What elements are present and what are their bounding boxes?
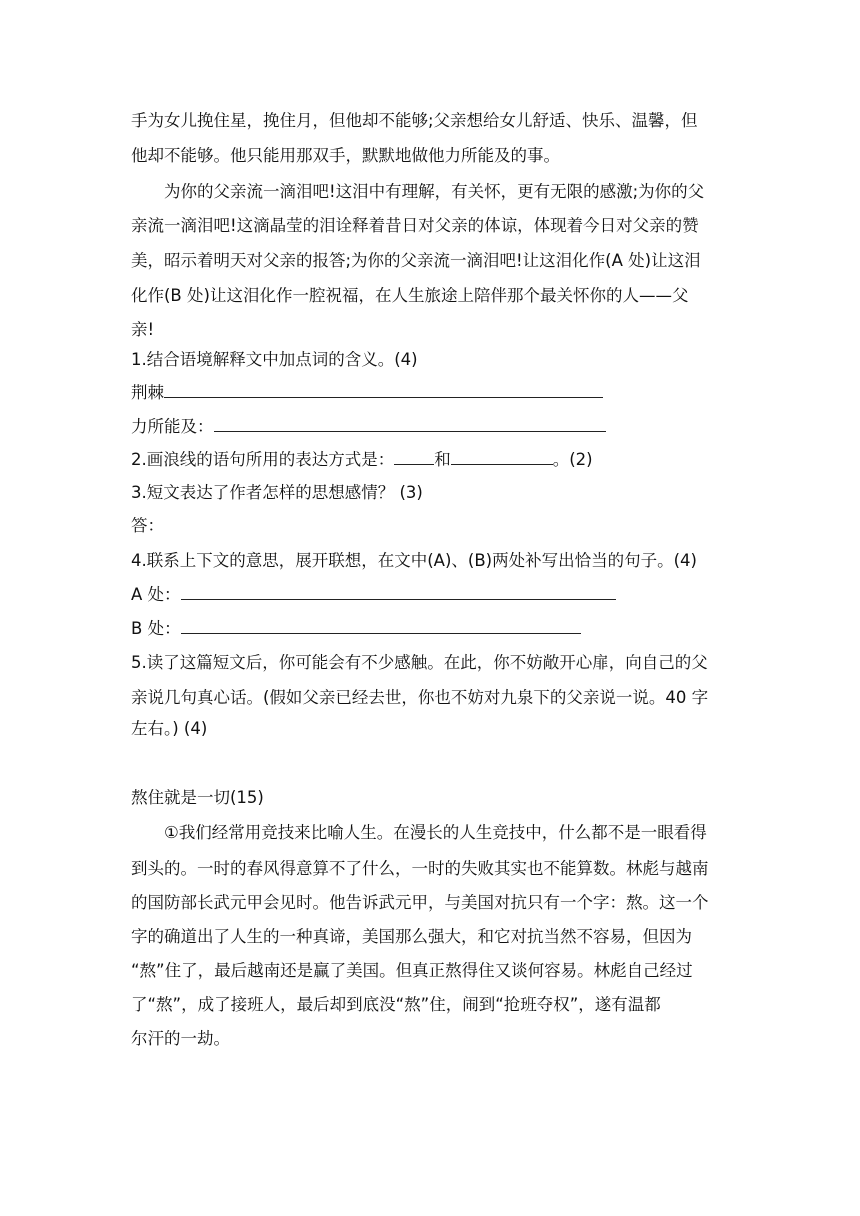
question-4a xyxy=(131,584,731,606)
paragraph-line: 亲! xyxy=(131,320,155,339)
question-5-line: 左右。) (4) xyxy=(131,719,208,738)
answer-blank-2b[interactable] xyxy=(451,449,553,465)
question-4b-label: B 处： xyxy=(131,619,181,638)
answer-blank-4b[interactable] xyxy=(181,618,581,634)
paragraph-line: 化作(B 处)让这泪化作一腔祝福，在人生旅途上陪伴那个最关怀你的人——父 xyxy=(131,286,689,305)
question-2-score: 。(2) xyxy=(552,450,593,469)
question-5-line: 亲说几句真心话。(假如父亲已经去世，你也不妨对九泉下的父亲说一说。40 字 xyxy=(131,688,709,707)
paragraph-line: 亲流一滴泪吧!这滴晶莹的泪诠释着昔日对父亲的体谅，体现着今日对父亲的赞 xyxy=(131,216,699,235)
essay-line: 了“熬”，成了接班人，最后却到底没“熬”住，闹到“抢班夺权”，遂有温都 xyxy=(131,995,661,1014)
essay-line: 尔汗的一劫。 xyxy=(131,1029,230,1048)
question-1b-label: 力所能及： xyxy=(131,417,214,436)
passage-line: 他却不能够。他只能用那双手，默默地做他力所能及的事。 xyxy=(131,146,560,165)
question-1a xyxy=(131,382,731,404)
answer-blank-1a[interactable] xyxy=(164,382,603,398)
question-1a-label: 荆棘 xyxy=(131,383,164,402)
question-5-line: 5.读了这篇短文后，你可能会有不少感触。在此，你不妨敞开心扉，向自己的父 xyxy=(131,653,708,672)
essay-line: 到头的。一时的春风得意算不了什么，一时的失败其实也不能算数。林彪与越南 xyxy=(131,859,709,878)
essay-line: “熬”住了，最后越南还是赢了美国。但真正熬得住又谈何容易。林彪自己经过 xyxy=(131,961,693,980)
paragraph-line: 美，昭示着明天对父亲的报答;为你的父亲流一滴泪吧!让这泪化作(A 处)让这泪 xyxy=(131,251,701,270)
question-4: 4.联系上下文的意思，展开联想，在文中(A)、(B)两处补写出恰当的句子。(4) xyxy=(131,551,697,570)
essay-line: 字的确道出了人生的一种真谛，美国那么强大，和它对抗当然不容易，但因为 xyxy=(131,927,692,946)
question-3-answer-label: 答： xyxy=(131,516,164,535)
question-2-and: 和 xyxy=(434,450,451,469)
essay-title: 熬住就是一切(15) xyxy=(131,788,264,807)
question-2 xyxy=(131,449,731,471)
question-3: 3.短文表达了作者怎样的思想感情？ (3) xyxy=(131,483,423,502)
question-1b xyxy=(131,416,731,438)
essay-line: ①我们经常用竞技来比喻人生。在漫长的人生竞技中，什么都不是一眼看得 xyxy=(164,823,707,842)
answer-blank-2a[interactable] xyxy=(394,449,434,465)
answer-blank-1b[interactable] xyxy=(214,416,606,432)
paragraph-line: 为你的父亲流一滴泪吧!这泪中有理解，有关怀，更有无限的感激;为你的父 xyxy=(164,182,705,201)
answer-blank-4a[interactable] xyxy=(181,584,616,600)
question-4b xyxy=(131,618,731,640)
passage-line: 手为女儿挽住星，挽住月，但他却不能够;父亲想给女儿舒适、快乐、温馨，但 xyxy=(131,111,698,130)
essay-line: 的国防部长武元甲会见时。他告诉武元甲，与美国对抗只有一个字：熬。这一个 xyxy=(131,893,709,912)
question-4a-label: A 处： xyxy=(131,585,181,604)
question-2-text: 2.画浪线的语句所用的表达方式是： xyxy=(131,450,395,469)
question-1: 1.结合语境解释文中加点词的含义。(4) xyxy=(131,350,418,369)
